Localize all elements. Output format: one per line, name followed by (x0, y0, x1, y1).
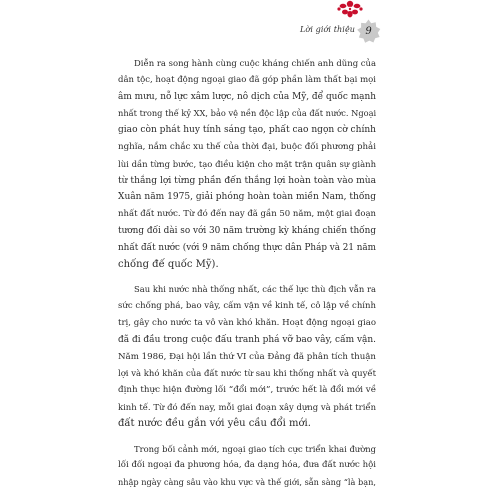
text-line: nhất trong thế kỷ XX, bảo vệ nền độc lập của đất nước. Ngoại (118, 108, 377, 119)
text-line: trị, gây cho nước ta vô vàn khó khăn. Hoạt động ngoại giao (118, 317, 376, 328)
floral-ornament-icon (331, 0, 369, 20)
text-line: Trong bối cảnh mới, ngoại giao tích cực triển khai đường (134, 443, 376, 454)
text-line: đã đi đầu trong cuộc đấu tranh phá vỡ bao vây, cấm vận. (118, 334, 376, 345)
text-line: giao còn phát huy tính sáng tạo, phất cao ngọn cờ chính (118, 125, 376, 136)
paragraph-1 (118, 55, 376, 273)
text-line: lợi và khó khăn của đất nước từ sau khi thống nhất và quyết (118, 368, 376, 379)
text-line: lối đối ngoại đa phương hóa, đa dạng hóa, đưa đất nước hội (118, 460, 376, 471)
text-line: từ thắng lợi từng phần đến thắng lợi hoàn toàn vào mùa (118, 175, 376, 186)
text-line: tương đối dài so với 30 năm trường kỳ kháng chiến thống (118, 225, 376, 236)
text-line: Xuân năm 1975, giải phóng hoàn toàn miền Nam, thống (118, 192, 376, 203)
text-line: kinh tế. Từ đó đến nay, mỗi giai đoạn xây dựng và phát triển (118, 401, 376, 412)
running-header-title: Lời giới thiệu (300, 25, 356, 34)
text-line: nghĩa, nắm chắc xu thế của thời đại, buộc đối phương phải (118, 141, 376, 152)
text-line: dân tộc, hoạt động ngoại giao đã góp phần làm thất bại mọi (118, 74, 376, 85)
text-line: âm mưu, nỗ lực xâm lược, nô dịch của Mỹ, để quốc mạnh (118, 91, 376, 102)
text-line: sức chống phá, bao vây, cấm vận về kinh tế, cô lập về chính (118, 301, 376, 312)
text-line: nhập ngày càng sâu vào khu vực và thế giới, sẵn sàng “là bạn, (118, 477, 376, 488)
text-line: nhất đất nước. Từ đó đến nay đã gần 50 năm, một giai đoạn (118, 209, 376, 220)
text-line: lùi dần từng bước, tạo điều kiện cho mặt trận quân sự giành (118, 158, 377, 169)
page-number: 9 (365, 26, 372, 37)
text-line: đất nước đều gắn với yêu cầu đổi mới. (118, 417, 311, 429)
text-line: Năm 1986, Đại hội lần thứ VI của Đảng đã phân tích thuận (118, 351, 376, 362)
text-line: Sau khi nước nhà thống nhất, các thế lực thù địch vẫn ra (134, 284, 376, 295)
text-line: nhất đất nước (với 9 năm chống thực dân Pháp và 21 năm (118, 242, 377, 253)
text-line: Diễn ra song hành cùng cuộc kháng chiến anh dũng của (134, 58, 377, 68)
body-text (118, 55, 376, 491)
text-line: chống đế quốc Mỹ). (118, 258, 219, 270)
text-line: định thực hiện đường lối “đổi mới”, trước hết là đổi mới về (118, 385, 377, 396)
paragraph-2 (118, 281, 376, 432)
paragraph-3 (118, 441, 376, 491)
